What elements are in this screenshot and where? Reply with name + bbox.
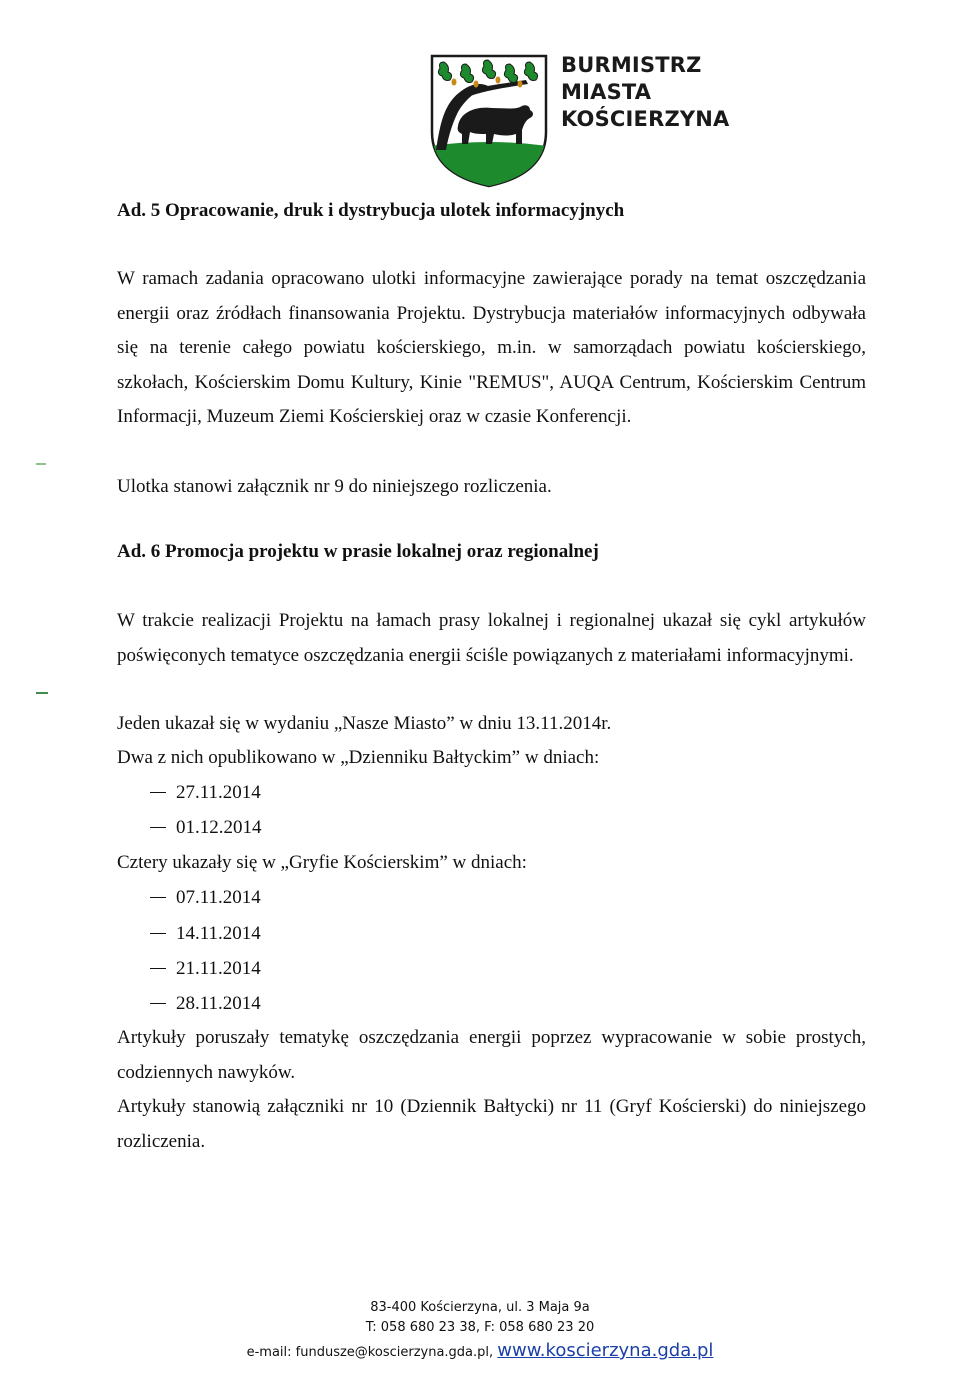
- list-item: [150, 816, 262, 840]
- list-item-date: 01.12.2014: [176, 817, 262, 838]
- list-item: [150, 781, 261, 805]
- margin-mark: [36, 692, 48, 694]
- bear-and-oak-crest-icon: [430, 54, 548, 188]
- footer-website-link[interactable]: www.koscierzyna.gda.pl: [497, 1340, 714, 1361]
- margin-mark: [36, 463, 46, 465]
- footer-address: 83-400 Kościerzyna, ul. 3 Maja 9a: [370, 1300, 590, 1315]
- footer-phone: T: 058 680 23 38, F: 058 680 23 20: [365, 1320, 595, 1335]
- list-item: [150, 922, 261, 946]
- list-item: [150, 886, 261, 910]
- closing-paragraph-1: Artykuły poruszały tematykę oszczędzania energii poprzez wypracowanie w sobie prostych, codziennych nawyków.: [117, 1027, 866, 1083]
- list-item: [150, 992, 261, 1016]
- section-6-paragraph: W trakcie realizacji Projektu na łamach prasy lokalnej i regionalnej ukazał się cykl artykułów poświęconych tematyce oszczędzania energii ściśle powiązanych z materiałami informacyjnymi.: [117, 610, 866, 666]
- list-item-date: 07.11.2014: [176, 887, 261, 908]
- section-5-paragraph: W ramach zadania opracowano ulotki informacyjne zawierające porady na temat oszczędzania energii oraz źródłach finansowania Projektu. Dystrybucja materiałów informacyjnych odbywała się na terenie całego powiatu kościerskiego, m.in. w samorządach powiatu kościerskiego, szkołach, Kościerskim Domu Kultury, Kinie "REMUS", AUQA Centrum, Kościerskim Centrum Informacji, Muzeum Ziemi Kościerskiej oraz w czasie Konferencji.: [117, 268, 866, 427]
- section-6-heading: Ad. 6 Promocja projektu w prasie lokalnej oraz regionalnej: [117, 541, 599, 562]
- section-5-attachment-note: Ulotka stanowi załącznik nr 9 do niniejszego rozliczenia.: [117, 476, 552, 497]
- list-item-date: 21.11.2014: [176, 958, 261, 979]
- brand-line-2: MIASTA: [561, 80, 652, 104]
- dash-bullet-icon: [150, 1003, 166, 1005]
- dash-bullet-icon: [150, 933, 166, 935]
- list-item-date: 14.11.2014: [176, 923, 261, 944]
- dash-bullet-icon: [150, 792, 166, 794]
- list-item: [150, 957, 261, 981]
- footer-email: e-mail: fundusze@koscierzyna.gda.pl,: [246, 1345, 494, 1360]
- baltycki-intro: Dwa z nich opublikowano w „Dzienniku Bałtyckim” w dniach:: [117, 747, 600, 768]
- brand-line-3: KOŚCIERZYNA: [561, 107, 730, 131]
- section-5-heading: Ad. 5 Opracowanie, druk i dystrybucja ulotek informacyjnych: [117, 200, 625, 221]
- nasze-miasto-line: Jeden ukazał się w wydaniu „Nasze Miasto” w dniu 13.11.2014r.: [117, 713, 612, 734]
- dash-bullet-icon: [150, 827, 166, 829]
- dash-bullet-icon: [150, 968, 166, 970]
- list-item-date: 27.11.2014: [176, 782, 261, 803]
- dash-bullet-icon: [150, 897, 166, 899]
- brand-title: [561, 52, 730, 133]
- brand-line-1: BURMISTRZ: [561, 53, 702, 77]
- footer-contact: [0, 1340, 960, 1361]
- list-item-date: 28.11.2014: [176, 993, 261, 1014]
- gryf-intro: Cztery ukazały się w „Gryfie Kościerskim” w dniach:: [117, 852, 527, 873]
- closing-paragraph-2: Artykuły stanowią załączniki nr 10 (Dziennik Bałtycki) nr 11 (Gryf Kościerski) do niniejszego rozliczenia.: [117, 1096, 866, 1152]
